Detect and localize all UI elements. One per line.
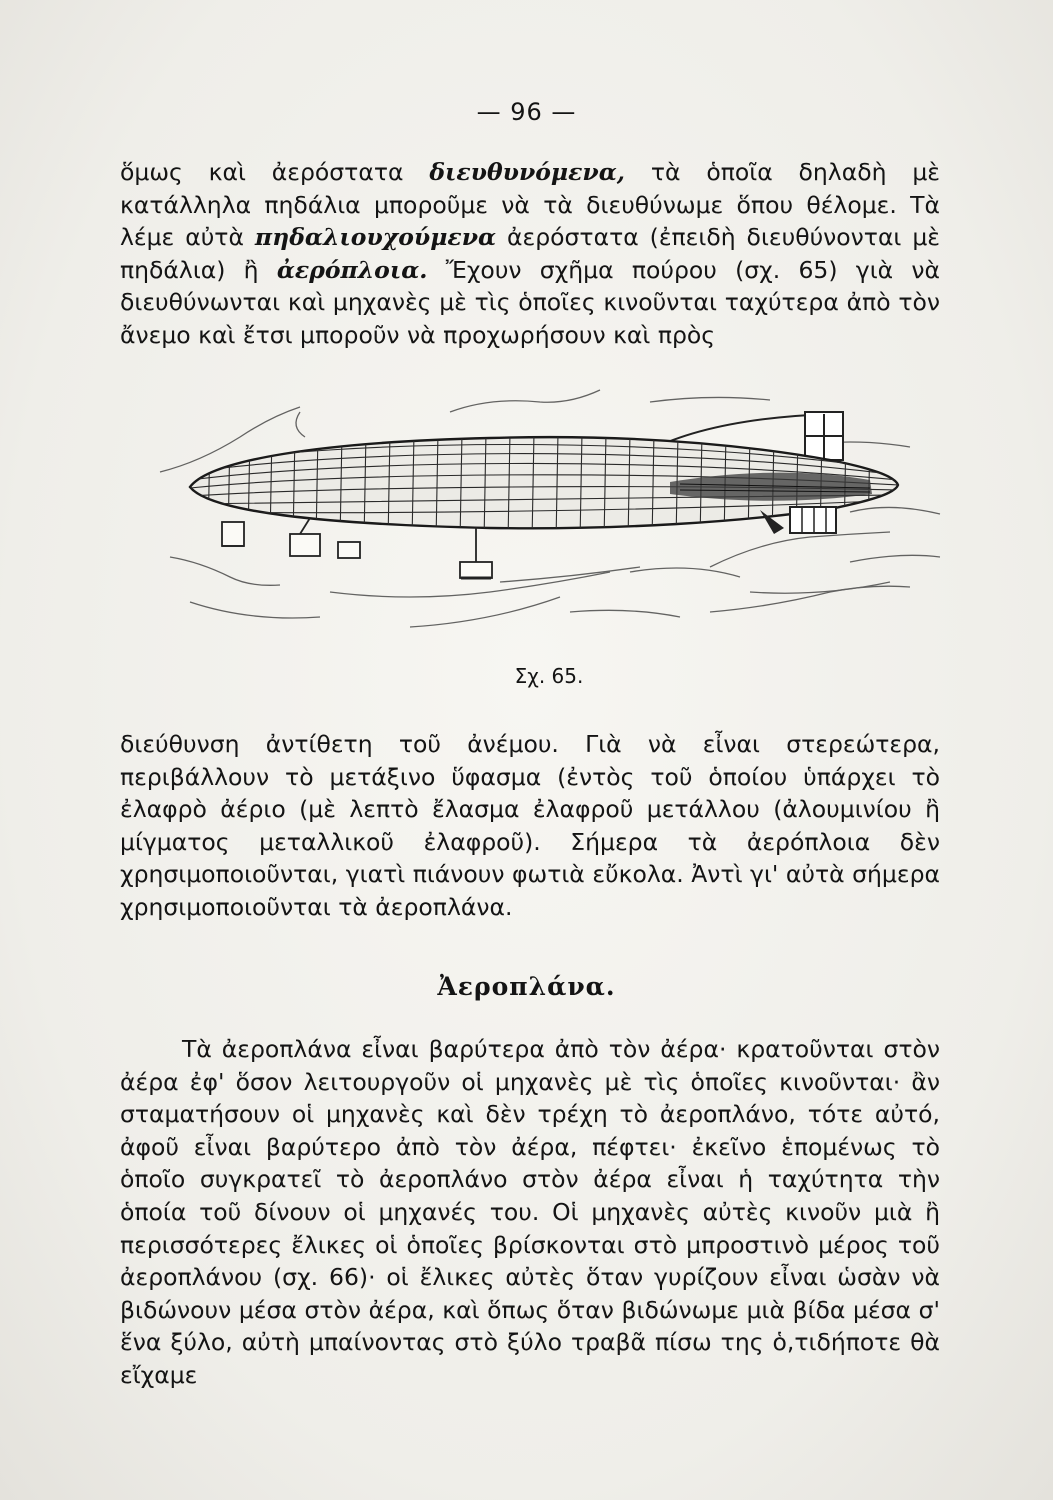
page-number: — 96 — [476,98,577,126]
figure-caption: Σχ. 65. [514,664,584,688]
paragraph-airplanes: Τὰ ἀεροπλάνα εἶναι βαρύτερα ἀπὸ τὸν ἀέρα· κρατοῦνται στὸν ἀέρα ἐφ' ὅσον λειτουργοῦν οἱ μηχανὲς μὲ τὶς ὁποῖες κινοῦνται· ἂν σταματήσουν οἱ μηχανὲς καὶ δὲν τρέχη τὸ ἀεροπλάνο, τότε αὐτό, ἀφοῦ εἶναι βαρύτερο ἀπὸ τὸν ἀέρα, πέφτει· ἐκεῖνο ἑπομένως τὸ ὁποῖο συγκρατεῖ τὸ ἀεροπλάνο στὸν ἀέρα εἶναι ἡ ταχύτητα τὴν ὁποία τοῦ δίνουν οἱ μηχανές του. Οἱ μηχανὲς αὐτὲς κινοῦν μιὰ ἢ περισσότερες ἔλικες οἱ ὁποῖες βρίσκονται στὸ μπροστινὸ μέρος τοῦ ἀεροπλάνου (σχ. 66)· οἱ ἔλικες αὐτὲς ὅταν γυρίζουν εἶναι ὡσὰν νὰ βιδώνουν μέσα στὸν ἀέρα, καὶ ὅπως ὅταν βιδώνωμε μιὰ βίδα μέσα σ' ἕνα ξύλο, αὐτὴ μπαίνοντας στὸ ξύλο τραβᾶ πίσω της ὁ,τιδήποτε θὰ εἴχαμε [120,1035,940,1389]
text-span: ἀερόστατα (ἐπειδὴ διευθύνονται μὲ πηδάλια) ἢ [120,223,940,284]
paragraph-dirigible-structure: διεύθυνση ἀντίθετη τοῦ ἀνέμου. Γιὰ νὰ εἶναι στερεώτερα, περιβάλλουν τὸ μετάξινο ὕφασμα (ἐντὸς τοῦ ὁποίου ὑπάρχει τὸ ἐλαφρὸ ἀέριο (μὲ λεπτὸ ἔλασμα ἐλαφροῦ μετάλλου (ἀλουμινίου ἢ μίγματος μεταλλικοῦ ἐλαφροῦ). Σήμερα τὰ ἀερόπλοια δὲν χρησιμοποιοῦνται, γιατὶ πιάνουν φωτιὰ εὔκολα. Ἀντὶ γι' αὐτὰ σήμερα χρησιμοποιοῦνται τὰ ἀεροπλάνα. [120,730,940,921]
term-airship: ἀερόπλοια. [276,255,428,284]
text-span: ὅμως καὶ ἀερόστατα [120,158,430,186]
term-steerable: πηδαλιουχούμενα [254,223,497,252]
text-span: Ἔχουν σχῆμα πούρου (σχ. 65) γιὰ νὰ διευθύνωνται καὶ μηχανὲς μὲ τὶς ὁποῖες κινοῦνται ταχύτερα ἀπὸ τὸν ἄνεμο καὶ ἔτσι μποροῦν νὰ προχωρήσουν καὶ πρὸς [120,255,941,349]
airship-illustration [150,372,950,672]
paragraph-intro [120,156,940,352]
text-span: τὰ ὁποῖα δηλαδὴ μὲ κατάλληλα πηδάλια μποροῦμε νὰ τὰ διευθύνωμε ὅπου θέλομε. Τὰ λέμε αὐτὰ [120,158,940,252]
term-dirigible: διευθυνόμενα, [429,158,625,186]
rear-engine-gondola [790,507,836,533]
section-heading: Ἀεροπλάνα. [437,972,616,1001]
